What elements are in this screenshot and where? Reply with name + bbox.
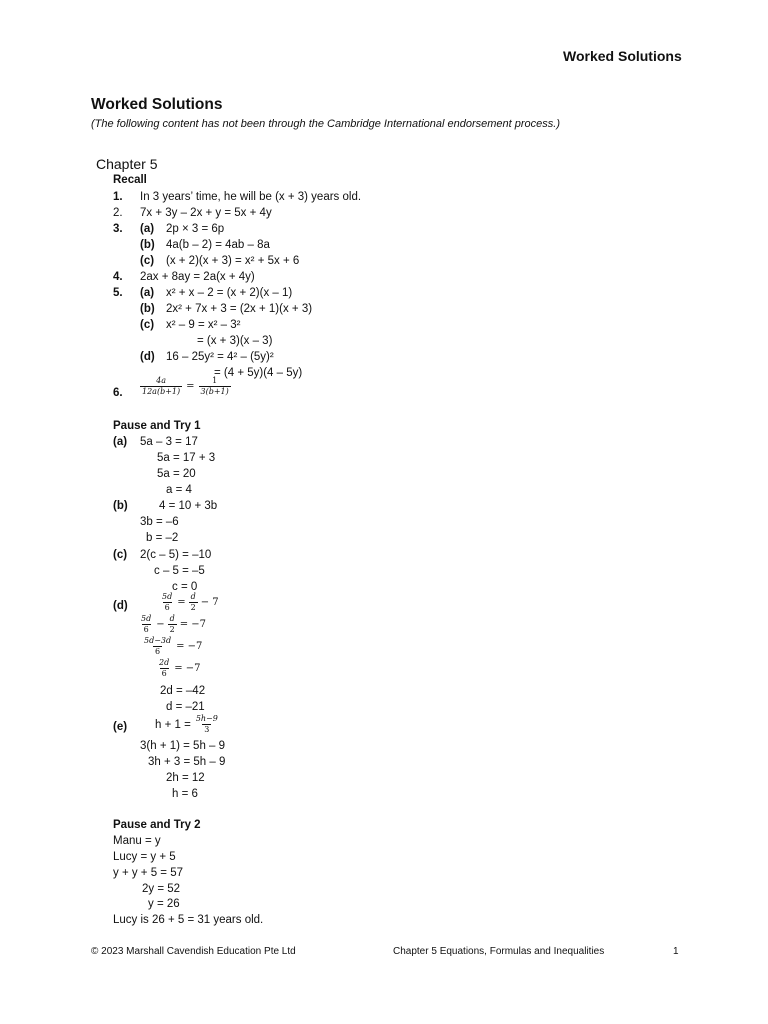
fraction: $\frac{5d}{6}$ [141,614,152,634]
fraction: $\frac{5d}{6}$ [162,592,173,612]
recall-num: 1. [113,191,123,203]
solution-line: d = –21 [166,701,205,713]
recall-line: x² – 9 = x² – 3² [166,319,241,331]
page-number: 1 [673,946,679,957]
solution-line: 2d = –42 [160,685,206,697]
recall-line: x² + x – 2 = (x + 2)(x – 1) [166,287,293,299]
solution-line: 5a = 20 [157,468,196,480]
solution-line: y + y + 5 = 57 [113,867,184,879]
solution-line: b = –2 [146,532,179,544]
fraction: $\frac{2d}{6}$ [159,658,170,678]
footer-copyright: © 2023 Marshall Cavendish Education Pte Ltd [91,946,296,957]
recall-part: (c) [140,319,155,331]
footer-chapter-title: Chapter 5 Equations, Formulas and Inequalities [393,946,605,957]
fraction: $\frac{d}{2}$ [190,592,196,612]
fraction: $\frac{1}{3(b+1)}$ [200,376,229,396]
recall-num: 5. [113,287,123,299]
solution-line: Manu = y [113,835,161,847]
d-step4: $\frac{2d}{6}$ = −7 [159,658,201,678]
endorsement-note: (The following content has not been through the Cambridge International endorsement process.) [91,118,561,130]
recall-q6-equation: $\frac{4a}{12a(b+1)}$ = $\frac{1}{3(b+1)}$ [142,376,229,396]
recall-line: 2ax + 8ay = 2a(x + 4y) [140,271,255,283]
part-label: (b) [113,500,128,512]
fraction: $\frac{4a}{12a(b+1)}$ [142,376,181,396]
d-step3: $\frac{5d-3d}{6}$ = −7 [144,636,203,656]
recall-line: = (4 + 5y)(4 – 5y) [214,367,303,379]
part-label: (d) [113,600,128,612]
recall-part: (b) [140,303,155,315]
solution-line: 3h + 3 = 5h – 9 [148,756,226,768]
solution-line: h = 6 [172,788,198,800]
solution-line: Lucy is 26 + 5 = 31 years old. [113,914,264,926]
recall-num: 4. [113,271,123,283]
recall-line: = (x + 3)(x – 3) [197,335,273,347]
recall-part: (a) [140,287,155,299]
chapter-heading: Chapter 5 [96,156,158,172]
d-step1: $\frac{5d}{6}$ = $\frac{d}{2}$ − 7 [162,592,219,612]
solution-line: 2(c – 5) = –10 [140,549,212,561]
solution-line: y = 26 [148,898,180,910]
recall-part: (c) [140,255,155,267]
page-title: Worked Solutions [91,96,223,113]
solution-line: c – 5 = –5 [154,565,205,577]
solution-line: 2h = 12 [166,772,205,784]
d-step2: $\frac{5d}{6}$ − $\frac{d}{2}$ = −7 [141,614,207,634]
recall-line: (x + 2)(x + 3) = x² + 5x + 6 [166,255,300,267]
recall-part: (a) [140,223,155,235]
solution-line: 2y = 52 [142,883,181,895]
recall-num: 6. [113,387,123,399]
recall-num: 2. [113,207,123,219]
recall-line: 7x + 3y – 2x + y = 5x + 4y [140,207,272,219]
fraction: $\frac{d}{2}$ [169,614,175,634]
recall-line: 2p × 3 = 6p [166,223,225,235]
recall-num: 3. [113,223,123,235]
solution-line: c = 0 [172,581,198,593]
recall-line: 2x² + 7x + 3 = (2x + 1)(x + 3) [166,303,313,315]
solution-line: 3b = –6 [140,516,179,528]
running-header: Worked Solutions [563,48,682,64]
part-label: (a) [113,436,128,448]
pause1-heading: Pause and Try 1 [113,420,201,432]
recall-line: In 3 years’ time, he will be (x + 3) years old. [140,191,362,203]
fraction: $\frac{5h-9}{3}$ [195,714,218,734]
pause2-heading: Pause and Try 2 [113,819,201,831]
solution-line: a = 4 [166,484,192,496]
solution-line: 4 = 10 + 3b [159,500,218,512]
solution-line: 5a = 17 + 3 [157,452,216,464]
recall-part: (b) [140,239,155,251]
part-label: (c) [113,549,128,561]
recall-line: 4a(b – 2) = 4ab – 8a [166,239,270,251]
recall-part: (d) [140,351,155,363]
e-step1: h + 1 = $\frac{5h-9}{3}$ [155,714,218,734]
solution-line: Lucy = y + 5 [113,851,176,863]
part-label: (e) [113,721,128,733]
recall-heading: Recall [113,174,147,186]
solution-line: 3(h + 1) = 5h – 9 [140,740,226,752]
solution-line: 5a – 3 = 17 [140,436,198,448]
fraction: $\frac{5d-3d}{6}$ [144,636,172,656]
recall-line: 16 – 25y² = 4² – (5y)² [166,351,274,363]
